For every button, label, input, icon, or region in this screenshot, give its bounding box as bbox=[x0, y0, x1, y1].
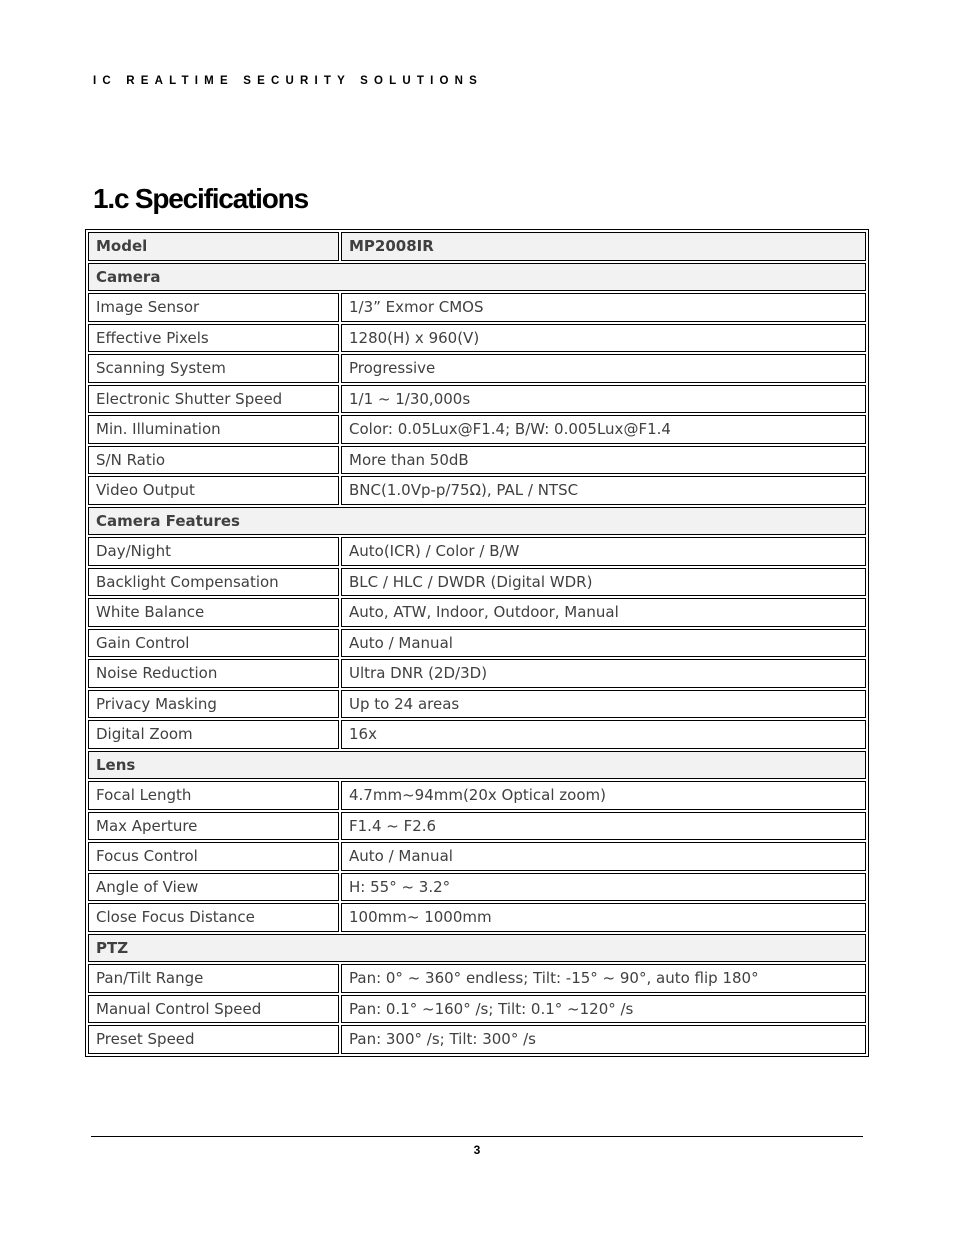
spec-row bbox=[88, 537, 866, 566]
spec-label: Video Output bbox=[88, 476, 339, 505]
spec-row bbox=[88, 446, 866, 475]
spec-label: Pan/Tilt Range bbox=[88, 964, 339, 993]
spec-row bbox=[88, 293, 866, 322]
spec-value: Up to 24 areas bbox=[341, 690, 866, 719]
spec-value: BNC(1.0Vp-p/75Ω), PAL / NTSC bbox=[341, 476, 866, 505]
section-header: PTZ bbox=[88, 934, 866, 963]
spec-value: Pan: 0.1° ~160° /s; Tilt: 0.1° ~120° /s bbox=[341, 995, 866, 1024]
spec-value: Pan: 0° ~ 360° endless; Tilt: -15° ~ 90°, auto flip 180° bbox=[341, 964, 866, 993]
spec-row bbox=[88, 385, 866, 414]
spec-row bbox=[88, 598, 866, 627]
model-row bbox=[88, 232, 866, 261]
spec-row bbox=[88, 995, 866, 1024]
spec-row bbox=[88, 659, 866, 688]
section-header-row bbox=[88, 507, 866, 536]
model-value: MP2008IR bbox=[341, 232, 866, 261]
spec-row bbox=[88, 354, 866, 383]
spec-row bbox=[88, 812, 866, 841]
spec-value: 1280(H) x 960(V) bbox=[341, 324, 866, 353]
spec-label: Privacy Masking bbox=[88, 690, 339, 719]
spec-label: Preset Speed bbox=[88, 1025, 339, 1054]
spec-value: 1/3” Exmor CMOS bbox=[341, 293, 866, 322]
spec-row bbox=[88, 903, 866, 932]
spec-row bbox=[88, 568, 866, 597]
spec-row bbox=[88, 415, 866, 444]
spec-label: Gain Control bbox=[88, 629, 339, 658]
spec-value: F1.4 ~ F2.6 bbox=[341, 812, 866, 841]
spec-label: Effective Pixels bbox=[88, 324, 339, 353]
section-header: Lens bbox=[88, 751, 866, 780]
section-header: Camera Features bbox=[88, 507, 866, 536]
footer-divider bbox=[91, 1136, 863, 1137]
spec-row bbox=[88, 842, 866, 871]
spec-row bbox=[88, 690, 866, 719]
section-header-row bbox=[88, 934, 866, 963]
spec-label: Electronic Shutter Speed bbox=[88, 385, 339, 414]
section-title: 1.c Specifications bbox=[93, 183, 308, 214]
spec-value: H: 55° ~ 3.2° bbox=[341, 873, 866, 902]
spec-value: Auto / Manual bbox=[341, 842, 866, 871]
spec-row bbox=[88, 720, 866, 749]
spec-value: 1/1 ~ 1/30,000s bbox=[341, 385, 866, 414]
specifications-table bbox=[85, 229, 869, 1057]
spec-value: 100mm~ 1000mm bbox=[341, 903, 866, 932]
spec-row bbox=[88, 324, 866, 353]
spec-row bbox=[88, 1025, 866, 1054]
spec-value: 16x bbox=[341, 720, 866, 749]
spec-label: Focus Control bbox=[88, 842, 339, 871]
spec-value: Ultra DNR (2D/3D) bbox=[341, 659, 866, 688]
section-header: Camera bbox=[88, 263, 866, 292]
spec-value: Auto / Manual bbox=[341, 629, 866, 658]
spec-label: Max Aperture bbox=[88, 812, 339, 841]
spec-value: Auto, ATW, Indoor, Outdoor, Manual bbox=[341, 598, 866, 627]
spec-label: Angle of View bbox=[88, 873, 339, 902]
spec-value: BLC / HLC / DWDR (Digital WDR) bbox=[341, 568, 866, 597]
spec-value: More than 50dB bbox=[341, 446, 866, 475]
spec-label: Image Sensor bbox=[88, 293, 339, 322]
spec-label: Digital Zoom bbox=[88, 720, 339, 749]
spec-row bbox=[88, 873, 866, 902]
spec-row bbox=[88, 781, 866, 810]
section-header-row bbox=[88, 751, 866, 780]
model-label: Model bbox=[88, 232, 339, 261]
spec-label: Focal Length bbox=[88, 781, 339, 810]
spec-label: Backlight Compensation bbox=[88, 568, 339, 597]
spec-label: Noise Reduction bbox=[88, 659, 339, 688]
spec-value: Pan: 300° /s; Tilt: 300° /s bbox=[341, 1025, 866, 1054]
spec-row bbox=[88, 476, 866, 505]
spec-row bbox=[88, 629, 866, 658]
spec-label: Close Focus Distance bbox=[88, 903, 339, 932]
spec-value: Progressive bbox=[341, 354, 866, 383]
spec-label: S/N Ratio bbox=[88, 446, 339, 475]
spec-value: 4.7mm~94mm(20x Optical zoom) bbox=[341, 781, 866, 810]
spec-label: White Balance bbox=[88, 598, 339, 627]
page-number: 3 bbox=[473, 1143, 481, 1157]
spec-label: Manual Control Speed bbox=[88, 995, 339, 1024]
spec-value: Auto(ICR) / Color / B/W bbox=[341, 537, 866, 566]
spec-label: Min. Illumination bbox=[88, 415, 339, 444]
spec-label: Day/Night bbox=[88, 537, 339, 566]
spec-label: Scanning System bbox=[88, 354, 339, 383]
spec-row bbox=[88, 964, 866, 993]
specifications-table-body bbox=[88, 232, 866, 1054]
running-header: IC REALTIME SECURITY SOLUTIONS bbox=[93, 75, 484, 87]
spec-value: Color: 0.05Lux@F1.4; B/W: 0.005Lux@F1.4 bbox=[341, 415, 866, 444]
section-header-row bbox=[88, 263, 866, 292]
